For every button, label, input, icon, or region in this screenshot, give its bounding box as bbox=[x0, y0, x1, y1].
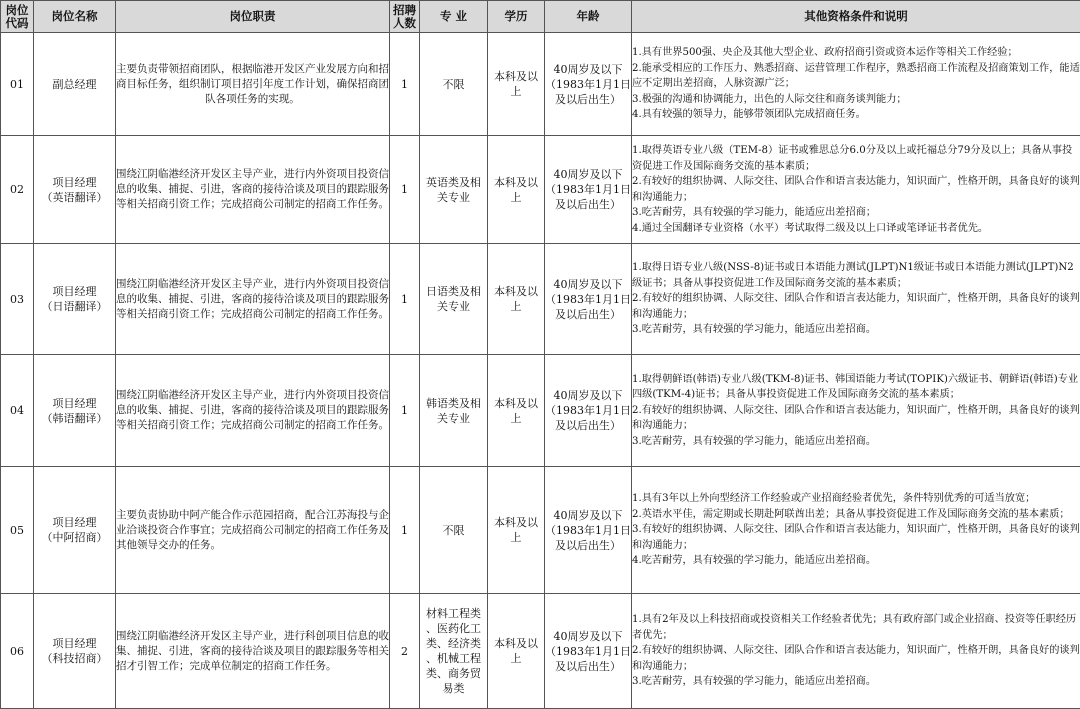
position-code: 03 bbox=[1, 244, 34, 355]
education: 本科及以 上 bbox=[488, 355, 545, 467]
age-limit: 40周岁及以下 （1983年1月1日 及以后出生） bbox=[545, 136, 632, 244]
requirement-item: 1.具有3年以上外向型经济工作经验或产业招商经验者优先，条件特别优秀的可适当放宽； bbox=[632, 491, 1080, 507]
position-duty: 围绕江阴临港经济开发区主导产业，进行科创项目信息的收集、捕捉、引进，客商的接待洽谈及项目的跟踪服务等相关招才引智工作；完成单位制定的招商工作任务。 bbox=[116, 594, 390, 709]
requirement-item: 2.英语水平佳，需定期或长期赴阿联酋出差；具备从事投资促进工作及国际商务交流的基本素质； bbox=[632, 507, 1080, 523]
requirements bbox=[632, 594, 1080, 709]
requirement-item: 4.具有较强的领导力，能够带领团队完成招商任务。 bbox=[632, 107, 1080, 123]
age-limit: 40周岁及以下 （1983年1月1日 及以后出生） bbox=[545, 33, 632, 136]
hire-count: 1 bbox=[390, 244, 420, 355]
position-code: 02 bbox=[1, 136, 34, 244]
table-row bbox=[1, 355, 1080, 467]
position-name: 项目经理 （日语翻译） bbox=[34, 244, 116, 355]
requirement-item: 3.吃苦耐劳，具有较强的学习能力，能适应出差招商； bbox=[632, 205, 1080, 221]
position-name: 项目经理 （韩语翻译） bbox=[34, 355, 116, 467]
major: 不限 bbox=[420, 467, 488, 594]
table-row bbox=[1, 467, 1080, 594]
requirement-item: 2.能承受相应的工作压力、熟悉招商、运营管理工作程序，熟悉招商工作流程及招商策划工作，能适应不定期出差招商，人脉资源广泛； bbox=[632, 61, 1080, 92]
requirement-item: 4.通过全国翻译专业资格（水平）考试取得二级及以上口译或笔译证书者优先。 bbox=[632, 221, 1080, 237]
header-name: 岗位名称 bbox=[34, 1, 116, 33]
header-edu: 学历 bbox=[488, 1, 545, 33]
position-name: 项目经理 （中阿招商） bbox=[34, 467, 116, 594]
requirement-item: 1.取得日语专业八级(NSS-8)证书或日本语能力测试(JLPT)N1级证书或日本语能力测试(JLPT)N2级证书；具备从事投资促进工作及国际商务交流的基本素质； bbox=[632, 260, 1080, 291]
requirement-item: 2.有较好的组织协调、人际交往、团队合作和语言表达能力，知识面广，性格开朗，具备良好的谈判和沟通能力； bbox=[632, 174, 1080, 205]
header-duty: 岗位职责 bbox=[116, 1, 390, 33]
header-code: 岗位 代码 bbox=[1, 1, 34, 33]
position-code: 04 bbox=[1, 355, 34, 467]
requirement-item: 3.有较好的组织协调、人际交往、团队合作和语言表达能力，知识面广，性格开朗，具备良好的谈判和沟通能力； bbox=[632, 522, 1080, 553]
header-major: 专 业 bbox=[420, 1, 488, 33]
requirement-item: 3.吃苦耐劳，具有较强的学习能力，能适应出差招商。 bbox=[632, 674, 1080, 690]
education: 本科及以 上 bbox=[488, 244, 545, 355]
position-duty: 围绕江阴临港经济开发区主导产业，进行内外资项目投资信息的收集、捕捉、引进，客商的接待洽谈及项目的跟踪服务等相关招商引资工作；完成招商公司制定的招商工作任务。 bbox=[116, 136, 390, 244]
requirement-item: 1.具有世界500强、央企及其他大型企业、政府招商引资或资本运作等相关工作经验； bbox=[632, 45, 1080, 61]
position-duty: 围绕江阴临港经济开发区主导产业，进行内外资项目投资信息的收集、捕捉、引进，客商的接待洽谈及项目的跟踪服务等相关招商引资工作；完成招商公司制定的招商工作任务。 bbox=[116, 244, 390, 355]
major: 英语类及相 关专业 bbox=[420, 136, 488, 244]
table-row bbox=[1, 33, 1080, 136]
table-row bbox=[1, 136, 1080, 244]
education: 本科及以 上 bbox=[488, 136, 545, 244]
requirements bbox=[632, 136, 1080, 244]
requirement-item: 2.有较好的组织协调、人际交往、团队合作和语言表达能力，知识面广，性格开朗，具备良好的谈判和沟通能力； bbox=[632, 291, 1080, 322]
position-duty: 围绕江阴临港经济开发区主导产业，进行内外资项目投资信息的收集、捕捉、引进，客商的接待洽谈及项目的跟踪服务等相关招商引资工作；完成招商公司制定的招商工作任务。 bbox=[116, 355, 390, 467]
age-limit: 40周岁及以下 （1983年1月1日 及以后出生） bbox=[545, 594, 632, 709]
header-age: 年龄 bbox=[545, 1, 632, 33]
table-row bbox=[1, 594, 1080, 709]
table-row bbox=[1, 244, 1080, 355]
header-row bbox=[1, 1, 1080, 33]
header-count: 招聘 人数 bbox=[390, 1, 420, 33]
age-limit: 40周岁及以下 （1983年1月1日 及以后出生） bbox=[545, 355, 632, 467]
major: 韩语类及相 关专业 bbox=[420, 355, 488, 467]
position-name: 项目经理 （科技招商） bbox=[34, 594, 116, 709]
requirements bbox=[632, 244, 1080, 355]
requirement-item: 1.取得英语专业八级（TEM-8）证书或雅思总分6.0分及以上或托福总分79分及以上；具备从事投资促进工作及国际商务交流的基本素质； bbox=[632, 143, 1080, 174]
position-code: 05 bbox=[1, 467, 34, 594]
hire-count: 1 bbox=[390, 467, 420, 594]
major: 日语类及相 关专业 bbox=[420, 244, 488, 355]
hire-count: 1 bbox=[390, 33, 420, 136]
requirement-item: 2.有较好的组织协调、人际交往、团队合作和语言表达能力，知识面广，性格开朗，具备良好的谈判和沟通能力； bbox=[632, 403, 1080, 434]
requirement-item: 3.极强的沟通和协调能力，出色的人际交往和商务谈判能力； bbox=[632, 92, 1080, 108]
hire-count: 1 bbox=[390, 136, 420, 244]
requirements bbox=[632, 467, 1080, 594]
education: 本科及以 上 bbox=[488, 467, 545, 594]
education: 本科及以 上 bbox=[488, 594, 545, 709]
requirements bbox=[632, 355, 1080, 467]
age-limit: 40周岁及以下 （1983年1月1日 及以后出生） bbox=[545, 244, 632, 355]
age-limit: 40周岁及以下 （1983年1月1日 及以后出生） bbox=[545, 467, 632, 594]
position-name: 项目经理 （英语翻译） bbox=[34, 136, 116, 244]
position-duty: 主要负责协助中阿产能合作示范园招商，配合江苏海投与企业洽谈投资合作事宜；完成招商公司制定的招商工作任务及其他领导交办的任务。 bbox=[116, 467, 390, 594]
requirement-item: 2.有较好的组织协调、人际交往、团队合作和语言表达能力，知识面广，性格开朗，具备良好的谈判和沟通能力； bbox=[632, 643, 1080, 674]
major: 不限 bbox=[420, 33, 488, 136]
major: 材料工程类 、医药化工 类、经济类 、机械工程 类、商务贸 易类 bbox=[420, 594, 488, 709]
education: 本科及以 上 bbox=[488, 33, 545, 136]
hire-count: 1 bbox=[390, 355, 420, 467]
requirement-item: 4.吃苦耐劳，具有较强的学习能力，能适应出差招商。 bbox=[632, 553, 1080, 569]
position-name: 副总经理 bbox=[34, 33, 116, 136]
header-req: 其他资格条件和说明 bbox=[632, 1, 1080, 33]
position-code: 06 bbox=[1, 594, 34, 709]
position-duty: 主要负责带领招商团队，根据临港开发区产业发展方向和招商目标任务，组织制订项目招引年度工作计划，确保招商团队各项任务的实现。 bbox=[116, 33, 390, 136]
requirement-item: 3.吃苦耐劳，具有较强的学习能力，能适应出差招商。 bbox=[632, 322, 1080, 338]
requirement-item: 1.具有2年及以上科技招商或投资相关工作经验者优先；具有政府部门或企业招商、投资等任职经历者优先； bbox=[632, 612, 1080, 643]
hire-count: 2 bbox=[390, 594, 420, 709]
position-code: 01 bbox=[1, 33, 34, 136]
requirement-item: 3.吃苦耐劳，具有较强的学习能力，能适应出差招商。 bbox=[632, 434, 1080, 450]
requirements bbox=[632, 33, 1080, 136]
requirement-item: 1.取得朝鲜语(韩语)专业八级(TKM-8)证书、韩国语能力考试(TOPIK)六级证书、朝鲜语(韩语)专业四级(TKM-4)证书；具备从事投资促进工作及国际商务交流的基本素质； bbox=[632, 372, 1080, 403]
